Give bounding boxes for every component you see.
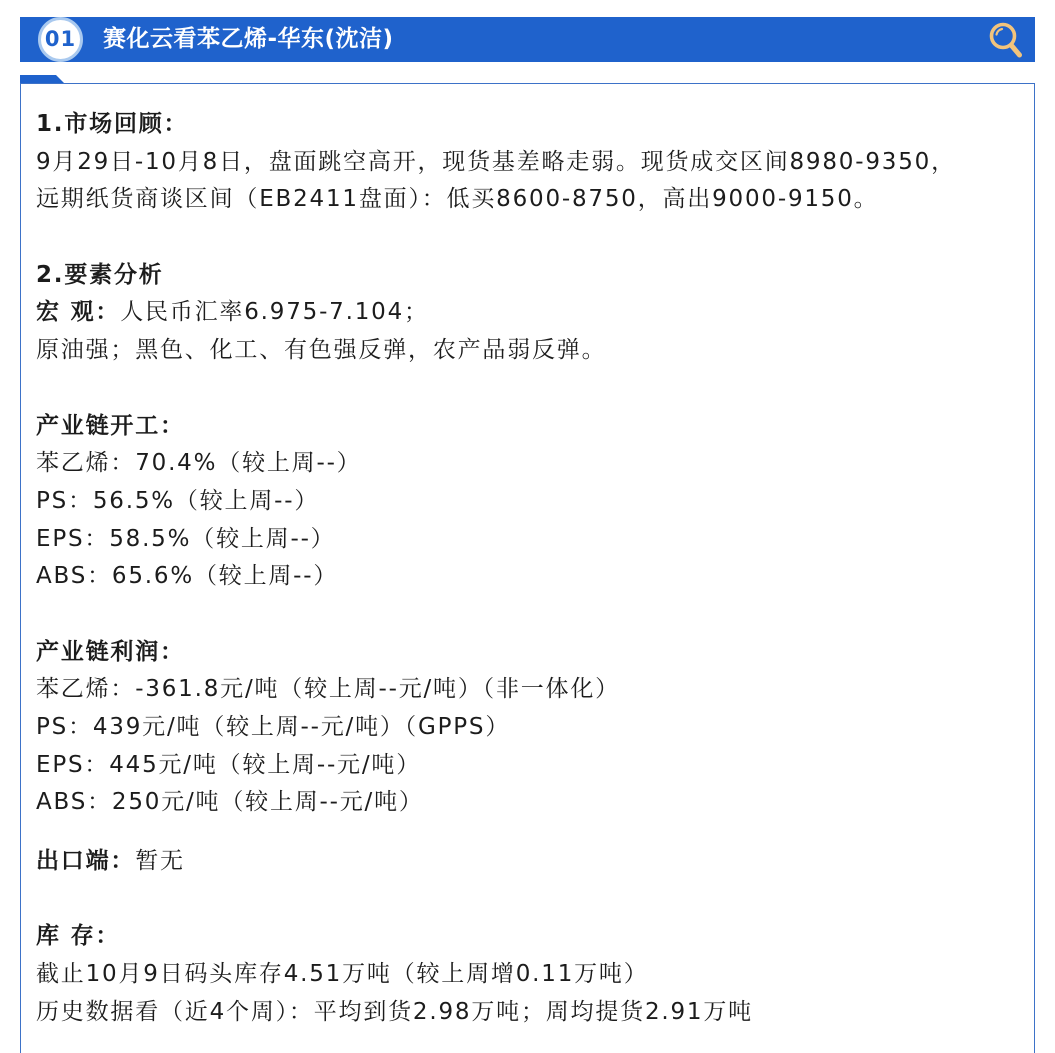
paragraph-spacer (36, 596, 1019, 634)
paragraph-spacer (36, 881, 1019, 919)
macro-text: 人民币汇率6.975-7.104； (120, 299, 429, 326)
search-icon[interactable] (988, 20, 1024, 60)
market-review-line: 远期纸货商谈区间（EB2411盘面）：低买8600-8750，高出9000-9150。 (36, 186, 879, 213)
paragraph-spacer (36, 822, 1019, 843)
operating-rates-heading: 产业链开工： (36, 412, 185, 439)
factor-analysis-heading: 2.要素分析 (36, 261, 164, 288)
paragraph-spacer (36, 370, 1019, 408)
export-line (36, 843, 1019, 881)
macro-line (36, 294, 1019, 332)
operating-rate-item: PS：56.5%（较上周--） (36, 487, 320, 514)
macro-label: 宏 观： (36, 299, 121, 326)
operating-rate-item: EPS：58.5%（较上周--） (36, 525, 336, 552)
export-text: 暂无 (135, 848, 185, 875)
operating-rate-item: ABS：65.6%（较上周--） (36, 563, 339, 590)
market-review-heading: 1.市场回顾： (36, 111, 189, 137)
profit-item: EPS：445元/吨（较上周--元/吨） (36, 751, 421, 778)
inventory-item: 截止10月9日码头库存4.51万吨（较上周增0.11万吨） (36, 961, 649, 988)
profit-item: PS：439元/吨（较上周--元/吨）（GPPS） (36, 714, 511, 740)
section-number: 01 (44, 27, 77, 51)
report-content (20, 83, 1035, 1053)
header-tab-accent (20, 75, 64, 83)
section-header (20, 17, 1035, 62)
inventory-item: 历史数据看（近4个周）：平均到货2.98万吨；周均提货2.91万吨 (36, 998, 753, 1025)
export-label: 出口端： (36, 848, 136, 875)
paragraph-spacer (36, 219, 1019, 257)
profit-item: 苯乙烯：-361.8元/吨（较上周--元/吨）（非一体化） (36, 676, 620, 703)
section-number-badge (38, 17, 83, 62)
inventory-heading: 库 存： (36, 923, 121, 950)
profits-heading: 产业链利润： (36, 638, 185, 665)
market-review-line: 9月29日-10月8日，盘面跳空高开，现货基差略走弱。现货成交区间8980-9350， (36, 148, 956, 175)
operating-rate-item: 苯乙烯：70.4%（较上周--） (36, 450, 362, 477)
profit-item: ABS：250元/吨（较上周--元/吨） (36, 789, 424, 816)
macro-line-2: 原油强；黑色、化工、有色强反弹，农产品弱反弹。 (36, 337, 607, 364)
search-icon-glyph (988, 20, 1024, 60)
section-title: 赛化云看苯乙烯-华东(沈洁) (103, 26, 394, 52)
